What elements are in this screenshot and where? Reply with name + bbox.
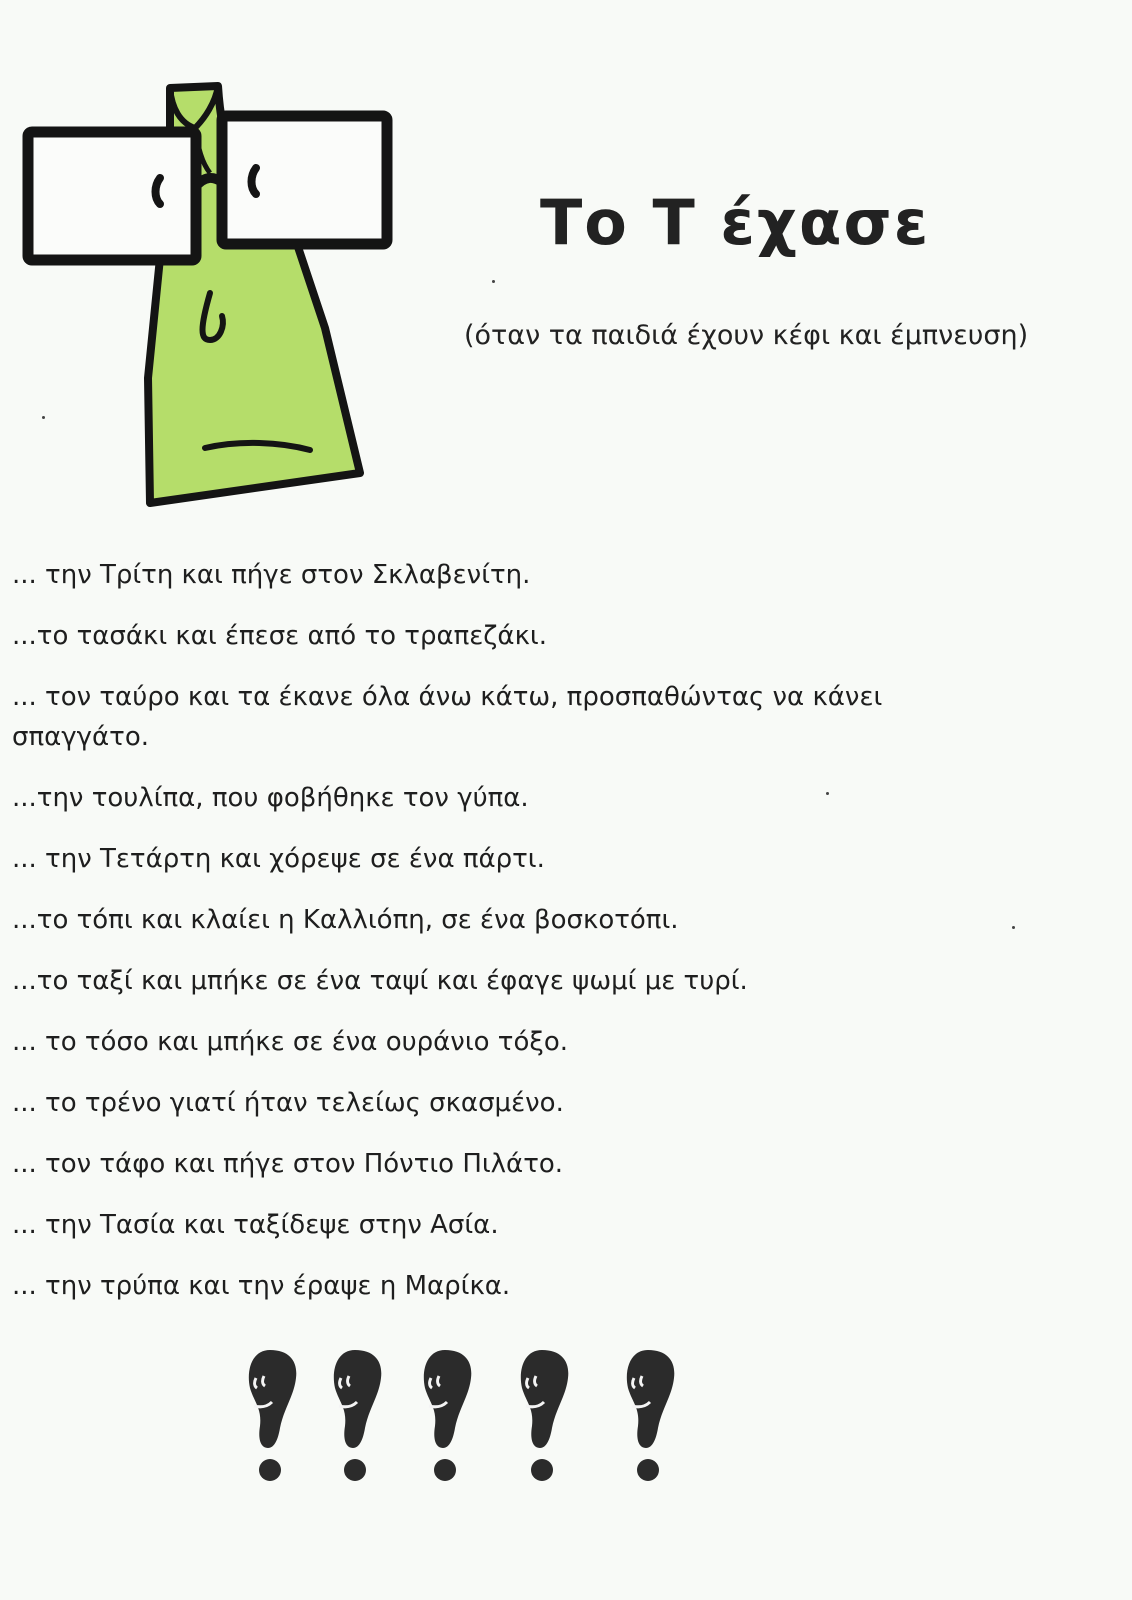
question-mark-face-icon <box>325 1348 385 1488</box>
list-item: ...το τόπι και κλαίει η Καλλιόπη, σε ένα βοσκοτόπι. <box>12 905 679 935</box>
list-item: ... την Τετάρτη και χόρεψε σε ένα πάρτι. <box>12 844 545 874</box>
letter-t-with-glasses-icon <box>20 78 410 528</box>
list-item: ... την Τρίτη και πήγε στον Σκλαβενίτη. <box>12 560 531 590</box>
list-item: ...την τουλίπα, που φοβήθηκε τον γύπα. <box>12 783 529 813</box>
list-item: ... το τόσο και μπήκε σε ένα ουράνιο τόξο. <box>12 1027 569 1057</box>
list-item: ...το τασάκι και έπεσε από το τραπεζάκι. <box>12 621 547 651</box>
question-mark-face-icon <box>618 1348 678 1488</box>
list-item: ... την Τασία και ταξίδεψε στην Ασία. <box>12 1210 499 1240</box>
list-item: ... την τρύπα και την έραψε η Μαρίκα. <box>12 1271 511 1301</box>
scan-speck <box>1012 926 1015 929</box>
scan-speck <box>826 792 829 795</box>
page-subtitle: (όταν τα παιδιά έχουν κέφι και έμπνευση) <box>464 320 1029 351</box>
scan-speck <box>42 416 45 419</box>
question-mark-face-icon <box>512 1348 572 1488</box>
list-item: ... τον τάφο και πήγε στον Πόντιο Πιλάτο. <box>12 1149 564 1179</box>
question-faces-row <box>240 1348 700 1488</box>
question-mark-face-icon <box>415 1348 475 1488</box>
list-item: ...το ταξί και μπήκε σε ένα ταψί και έφαγε ψωμί με τυρί. <box>12 966 748 996</box>
scan-speck <box>492 280 495 283</box>
question-mark-face-icon <box>240 1348 300 1488</box>
list-item: ... τον ταύρο και τα έκανε όλα άνω κάτω, προσπαθώντας να κάνει σπαγγάτο. <box>12 682 883 752</box>
list-item: ... το τρένο γιατί ήταν τελείως σκασμένο. <box>12 1088 564 1118</box>
sentence-list <box>12 555 1092 1327</box>
page-title: Το Τ έχασε <box>540 186 931 259</box>
